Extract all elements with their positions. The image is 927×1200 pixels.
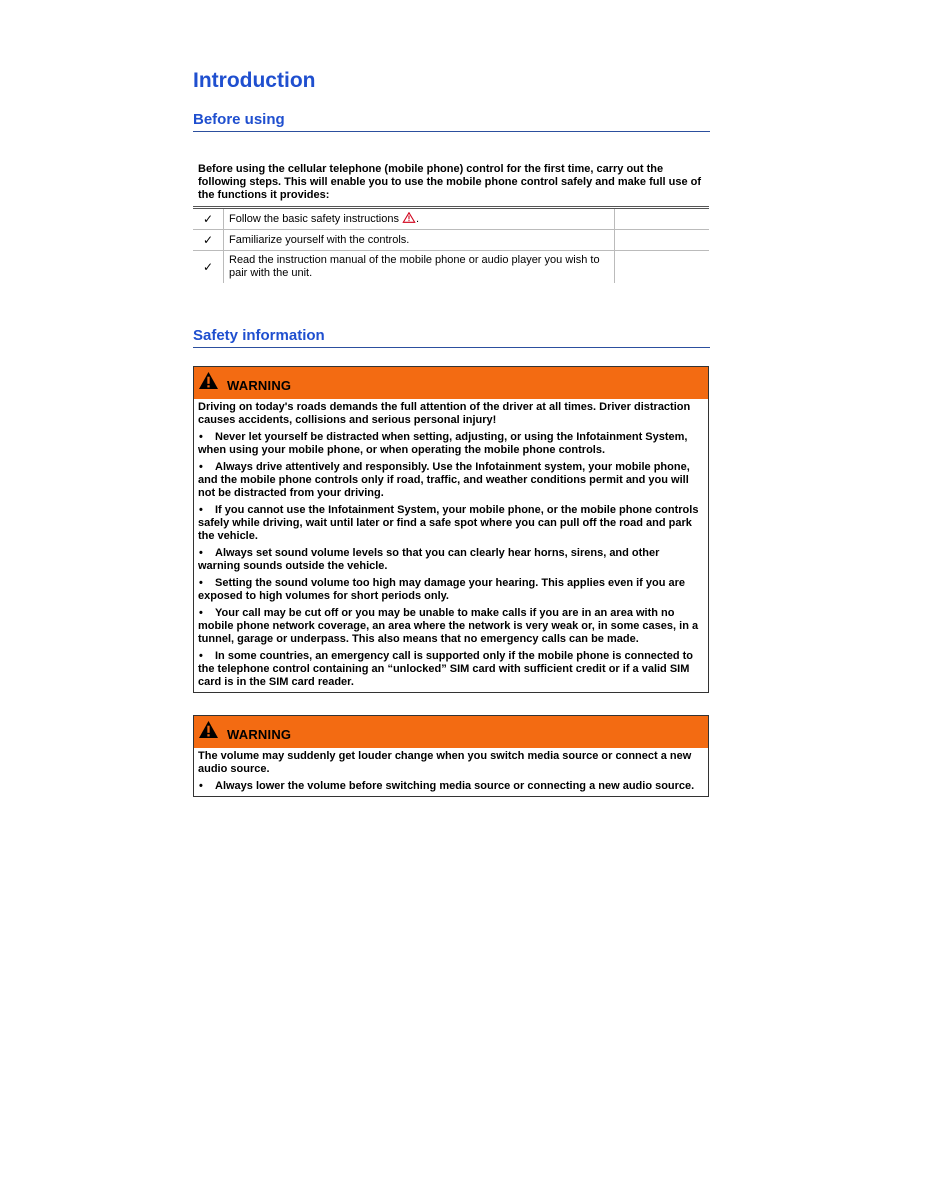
checkmark: ✓ bbox=[193, 208, 224, 230]
bullet: • bbox=[199, 504, 203, 516]
warning-item: • Always set sound volume levels so that you can clearly hear horns, sirens, and other warning sounds outside the vehicle. bbox=[198, 547, 660, 572]
warning-header bbox=[194, 367, 708, 399]
warning-body bbox=[194, 399, 708, 692]
warning-item: • Never let yourself be distracted when setting, adjusting, or using the Infotainment System, when using your mobile phone, or when operating the mobile phone controls. bbox=[198, 431, 688, 456]
warning-body bbox=[194, 748, 708, 796]
warning-triangle-icon bbox=[198, 371, 219, 390]
bullet: • bbox=[199, 650, 203, 662]
table-row bbox=[193, 230, 709, 251]
section-heading-safety-information: Safety information bbox=[193, 327, 710, 348]
table-row bbox=[193, 251, 709, 284]
bullet: • bbox=[199, 607, 203, 619]
section-heading-before-using: Before using bbox=[193, 111, 710, 132]
steps-table bbox=[193, 206, 709, 283]
warning-header bbox=[194, 716, 708, 748]
warning-lead: Driving on today's roads demands the full attention of the driver at all times. Driver distraction causes accidents, collisions and serious personal injury! bbox=[198, 401, 691, 426]
page-title: Introduction bbox=[193, 69, 316, 92]
warning-item: • Always drive attentively and responsibly. Use the Infotainment system, your mobile phone, and the mobile phone controls only if road, traffic, and weather conditions permit and you will not be distracted from your driving. bbox=[198, 461, 690, 499]
warning-triangle-icon bbox=[402, 212, 416, 223]
warning-item: • In some countries, an emergency call is supported only if the mobile phone is connected to the telephone control containing an “unlocked” SIM card with sufficient credit or if a valid SIM card is in the SIM card reader. bbox=[198, 650, 693, 688]
warning-item: • Your call may be cut off or you may be unable to make calls if you are in an area with no mobile phone network coverage, an area where the network is very weak or, in some cases, in a tunnel, garage or underpass. This also means that no emergency calls can be made. bbox=[198, 607, 699, 645]
step-text-label: Follow the basic safety instructions bbox=[229, 213, 399, 225]
table-row bbox=[193, 208, 709, 230]
warning-label: WARNING bbox=[227, 727, 292, 742]
before-using-intro: Before using the cellular telephone (mobile phone) control for the first time, carry out the following steps. This will enable you to use the mobile phone control safely and make full use of the functions it provides: bbox=[198, 163, 702, 201]
warning-item: • Always lower the volume before switching media source or connecting a new audio source. bbox=[199, 780, 695, 792]
step-text bbox=[224, 208, 615, 230]
warning-lead: The volume may suddenly get louder change when you switch media source or connect a new audio source. bbox=[198, 750, 692, 775]
warning-box bbox=[193, 366, 709, 693]
bullet: • bbox=[199, 780, 203, 792]
bullet: • bbox=[199, 577, 203, 589]
step-text: Familiarize yourself with the controls. bbox=[224, 230, 615, 251]
checkmark: ✓ bbox=[193, 230, 224, 251]
warning-label: WARNING bbox=[227, 378, 292, 393]
warning-triangle-icon bbox=[198, 720, 219, 739]
step-text-suffix: . bbox=[416, 213, 420, 225]
bullet: • bbox=[199, 547, 203, 559]
checkmark: ✓ bbox=[193, 251, 224, 284]
warning-item: • Setting the sound volume too high may damage your hearing. This applies even if you are exposed to high volumes for short periods only. bbox=[198, 577, 686, 602]
bullet: • bbox=[199, 461, 203, 473]
warning-item: • If you cannot use the Infotainment System, your mobile phone, or the mobile phone controls safely while driving, wait until later or find a safe spot where you can pull off the road and park the vehicle. bbox=[198, 504, 699, 542]
step-text: Read the instruction manual of the mobile phone or audio player you wish to pair with the unit. bbox=[224, 251, 615, 284]
bullet: • bbox=[199, 431, 203, 443]
warning-box bbox=[193, 715, 709, 797]
